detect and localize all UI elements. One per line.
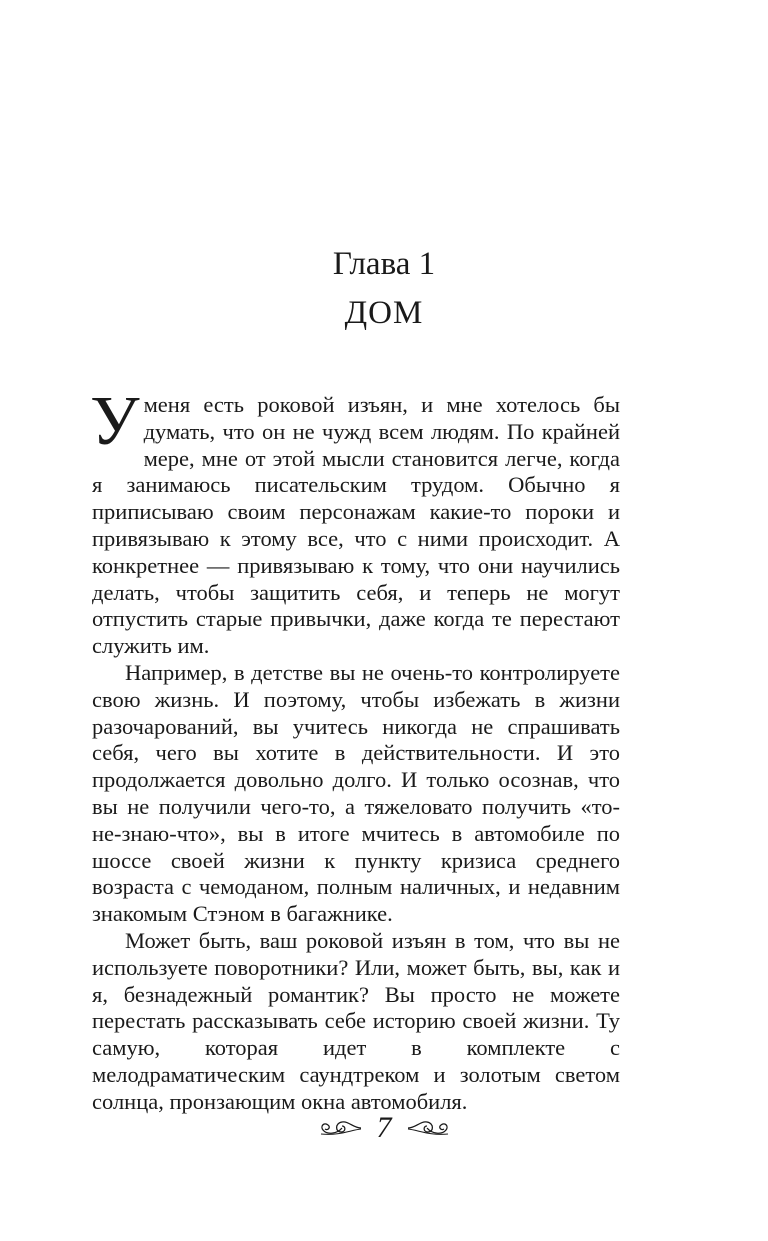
page-number: 7	[376, 1111, 392, 1144]
drop-cap: У	[90, 383, 140, 460]
chapter-label: Глава 1	[332, 246, 436, 282]
paragraph-1-text: меня есть роковой изъян, и мне хотелось бы думать, что он не чужд всем людям. По крайней мере, мне от этой мысли становится легче, когда я занимаюсь писательским трудом. Обычно я приписываю своим персонажам какие-то пороки и привязываю к этому все, что с ними происходит. А конкретнее — привязываю к тому, что они научились делать, чтобы защитить себя, и теперь не могут отпустить старые привычки, даже когда те перестают служить им.	[92, 392, 620, 659]
body-text	[90, 383, 620, 1116]
paragraph-3: Может быть, ваш роковой изъян в том, что вы не используете поворотники? Или, может быть, вы, как и я, безнадежный романтик? Вы просто не можете перестать рассказывать себе историю своей жизни. Ту самую, которая идет в комплекте с мелодраматическим саундтреком и золотым светом солнца, пронзающим окна автомобиля.	[92, 927, 620, 1114]
paragraph-2: Например, в детстве вы не очень-то контролируете свою жизнь. И поэтому, чтобы избежать в жизни разочарований, вы учитесь никогда не спрашивать себя, чего вы хотите в действительности. И это продолжается довольно долго. И только осознав, что вы не получили чего-то, а тяжеловато получить «то-не-знаю-что», вы в итоге мчитесь в автомобиле по шоссе своей жизни к пункту кризиса среднего возраста с чемоданом, полным наличных, и недавним знакомым Стэном в багажнике.	[92, 659, 620, 927]
chapter-title: ДОМ	[344, 295, 424, 331]
left-ornament-icon	[317, 1117, 363, 1139]
right-ornament-icon	[406, 1117, 452, 1139]
page-footer	[0, 1111, 768, 1145]
paragraph-1	[90, 383, 620, 660]
